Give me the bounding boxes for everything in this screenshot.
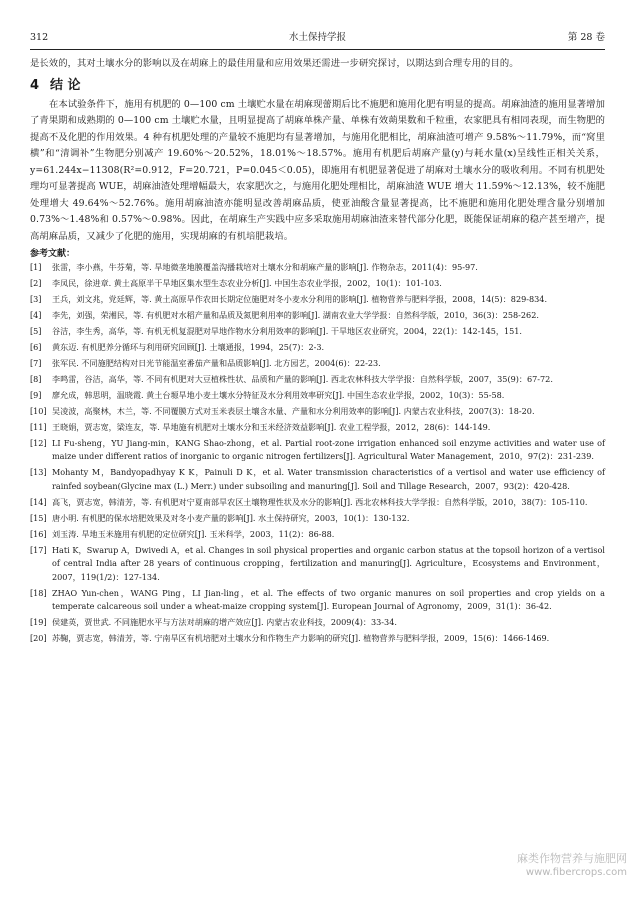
journal-title: 水土保持学报 (288, 32, 346, 43)
watermark-url: www.fibercrops.com (525, 867, 627, 878)
reference-text: 高飞，贾志宽，韩清芳，等. 有机肥对宁夏南部旱农区土壤物理性状及水分的影响[J]. 西北农林科技大学学报：自然科学版，2010，38(7)：105-110. (52, 496, 588, 507)
reference-number: [10] (30, 406, 47, 416)
section-number: 4 (30, 77, 40, 93)
reference-number: [18] (30, 587, 47, 598)
reference-text: 廖允成，韩思明，温晓霞. 黄土台塬旱地小麦土壤水分特征及水分利用效率研究[J]. 中国生态农业学报，2002，10(3)：55-58. (52, 390, 505, 400)
reference-number: [19] (30, 617, 47, 628)
reference-number: [5] (30, 326, 42, 336)
reference-item (30, 293, 605, 306)
reference-text: 苏鞠，贾志宽，韩清芳，等. 宁南旱区有机培肥对土壤水分和作物生产力影响的研究[J]. 植物营养与肥料学报，2009，15(6)：1466-1469. (52, 633, 550, 644)
reference-number: [15] (30, 512, 47, 523)
reference-text: 唐小明. 有机肥的保水培肥效果及对冬小麦产量的影响[J]. 水土保持研究，2003，10(1)：130-132. (52, 512, 410, 523)
reference-number: [9] (30, 390, 42, 400)
reference-number: [16] (30, 528, 47, 539)
reference-item (30, 466, 605, 493)
intro-paragraph: 是长效的，其对土壤水分的影响以及在胡麻上的最佳用量和应用效果还需进一步研究探讨，以期达到合理专用的目的。 (30, 58, 519, 69)
reference-number: [8] (30, 374, 42, 384)
reference-item (30, 389, 605, 402)
reference-item (30, 405, 605, 418)
reference-number: [2] (30, 278, 42, 288)
reference-item (30, 341, 605, 354)
reference-item (30, 309, 605, 322)
reference-text: 谷洁，李生秀，高华，等. 有机无机复混肥对旱地作物水分利用效率的影响[J]. 干旱地区农业研究，2004，22(1)：142-145，151. (52, 326, 522, 336)
reference-item (30, 496, 605, 509)
reference-list (30, 261, 605, 645)
reference-text: 张军民. 不同施肥结构对日光节能温室番茄产量和品质影响[J]. 北方园艺，2004(6)：22-23. (52, 358, 381, 368)
watermark-title: 麻类作物营养与施肥网 (517, 852, 627, 865)
reference-item (30, 544, 605, 584)
reference-item (30, 616, 605, 629)
reference-text: 李凤民，徐进章. 黄土高原半干旱地区集水型生态农业分析[J]. 中国生态农业学报，2002，10(1)：101-103. (52, 278, 442, 288)
reference-text: 黄东迈. 有机肥养分循环与利用研究回顾[J]. 土壤通报，1994，25(7)：2-3. (52, 342, 325, 352)
page-number: 312 (30, 32, 49, 43)
reference-text: 张雷，李小燕，牛芬菊，等. 旱地微垄地膜覆盖沟播栽培对土壤水分和胡麻产量的影响[J]. 作物杂志，2011(4)：95-97. (52, 262, 478, 272)
page-header (30, 30, 605, 46)
reference-text: LI Fu-sheng，YU Jiang-min，KANG Shao-zhong，et al. Partial root-zone irrigation enhanced soil enzyme activities and water use of maize under different ratios of inorganic to organic nitrogen fertilizers[J]. Agricultural Water Management，2010，97(2)：231-239. (52, 438, 605, 462)
reference-text: ZHAO Yun-chen，WANG Ping，LI Jian-ling，et al. The effects of two organic manures on soil properties and crop yields on a temperate calcareous soil under a wheat-maize cropping system[J]. European Journal of Agronomy，2009，31(1)：36-42. (52, 587, 605, 612)
reference-item (30, 528, 605, 541)
reference-text: 刘玉涛. 旱地玉米施用有机肥的定位研究[J]. 玉米科学，2003，11(2)：86-88. (52, 528, 335, 539)
reference-text: 李先，刘强，荣湘民，等. 有机肥对水稻产量和品质及氮肥利用率的影响[J]. 湖南农业大学学报：自然科学版，2010，36(3)：258-262. (52, 310, 539, 320)
reference-text: 王晓娟，贾志宽，梁连友，等. 旱地施有机肥对土壤水分和玉米经济效益影响[J]. 农业工程学报，2012，28(6)：144-149. (52, 422, 491, 432)
reference-item (30, 512, 605, 525)
reference-text: Mohanty M，Bandyopadhyay K K，Painuli D K，et al. Water transmission characteristics of a vertisol and water use efficiency of rainfed soybean(Glycine max (L.) Merr.) under subsoiling and manuring[J]. Soil and Tillage Research，2007，93(2)：420-428. (52, 467, 605, 491)
conclusion-paragraph: 在本试验条件下，施用有机肥的 0—100 cm 土壤贮水量在胡麻现蕾期后比不施肥和施用化肥有明显的提高。胡麻油渣的施用显著增加了青果期和成熟期的 0—100 cm 土壤贮水量，且明显提高了胡麻单株产量、单株有效蒴果数和千粒重，农家肥具有相同表现，而生物肥的提高不及化肥的作用效果。4 种有机肥处理的产量较不施肥均有显著增加，与施用化肥相比，胡麻油渣可增产 9.58%～11.79%，而“窝里横”和“清调补”生物肥分别减产 19.60%～20.52%，18.01%～18.57%。施用有机肥后胡麻产量(y)与耗水量(x)呈线性正相关关系，y=61.244x−11308(R²=0.912，F=20.721，P=0.045＜0.05)，即施用有机肥显著促进了胡麻对土壤水分的吸收利用。不同有机肥处理均可显著提高 WUE，胡麻油渣处理增幅最大，农家肥次之，与施用化肥处理相比，胡麻油渣 WUE 增大 11.59%～12.13%，较不施肥处理增大 49.64%～52.76%。施用胡麻油渣亦能明显改善胡麻品质，使亚油酸含量显著提高，比不施肥和施用化肥处理含量分别增加 0.73%～1.48%和 0.57%～0.98%。因此，在胡麻生产实践中应多采取施用胡麻油渣来替代部分化肥，既能保证胡麻的稳产甚至增产，提高胡麻品质，又减少了化肥的施用，实现胡麻的有机培肥栽培。 (30, 98, 605, 242)
references-title: 参考文献： (30, 249, 76, 259)
reference-item (30, 632, 605, 645)
reference-number: [13] (30, 467, 47, 478)
reference-number: [7] (30, 358, 42, 368)
site-watermark (517, 852, 627, 879)
reference-text: 王兵，刘文兆，党廷辉，等. 黄土高原旱作农田长期定位施肥对冬小麦水分利用的影响[J]. 植物营养与肥料学报，2008，14(5)：829-834. (52, 294, 548, 304)
section-title: 结 论 (50, 77, 81, 93)
reference-item (30, 277, 605, 290)
reference-item (30, 325, 605, 338)
reference-number: [4] (30, 310, 42, 320)
reference-number: [20] (30, 633, 47, 644)
reference-number: [3] (30, 294, 42, 304)
reference-number: [14] (30, 496, 47, 507)
reference-item (30, 421, 605, 434)
main-content (30, 56, 605, 648)
reference-text: 侯建英，贾世武. 不同施肥水平与方法对胡麻的增产效应[J]. 内蒙古农业科技，2009(4)：33-34. (52, 617, 397, 628)
reference-number: [17] (30, 544, 47, 555)
reference-number: [11] (30, 422, 47, 432)
volume-label: 第 28 卷 (567, 32, 605, 43)
reference-item (30, 437, 605, 464)
header-divider (30, 49, 605, 50)
reference-item (30, 587, 605, 614)
reference-number: [1] (30, 262, 42, 272)
section-heading (30, 75, 605, 97)
reference-item (30, 261, 605, 274)
reference-text: 吴凌波，高聚林，木兰，等. 不同覆膜方式对玉米表层土壤含水量、产量和水分利用效率的影响[J]. 内蒙古农业科技，2007(3)：18-20. (52, 406, 535, 416)
reference-item (30, 357, 605, 370)
reference-text: Hati K，Swarup A，Dwivedi A，et al. Changes in soil physical properties and organic carbon status at the topsoil horizon of a vertisol of central India after 28 years of continuous cropping，fertilization and manuring[J]. Agriculture，Ecosystems and Environment，2007，119(1/2)：127-134. (52, 544, 605, 582)
reference-text: 李鸣雷，谷洁，高华，等. 不同有机肥对大豆植株性状、品质和产量的影响[J]. 西北农林科技大学学报：自然科学版，2007，35(9)：67-72. (52, 374, 553, 384)
reference-number: [12] (30, 438, 47, 448)
reference-number: [6] (30, 342, 42, 352)
reference-item (30, 373, 605, 386)
